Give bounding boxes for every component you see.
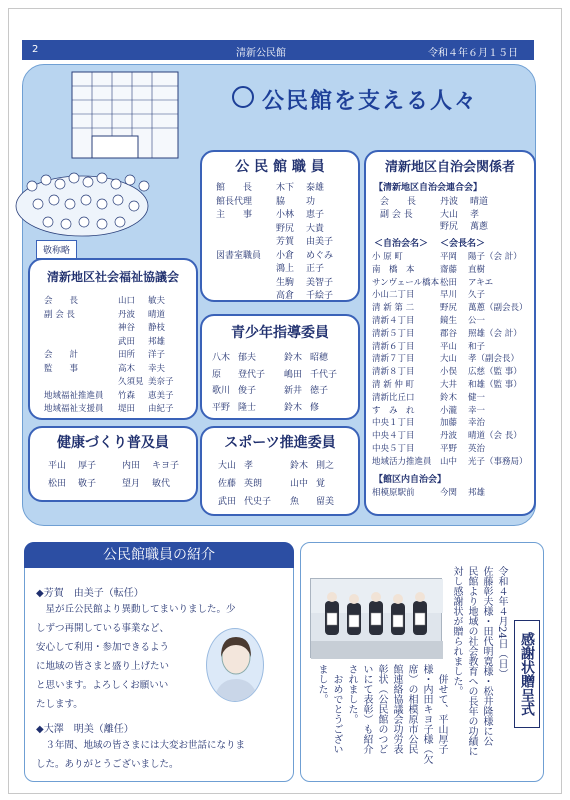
list-cell: 松田 <box>440 277 458 288</box>
list-cell: 千代子 <box>310 369 338 380</box>
list-row <box>372 288 538 300</box>
list-cell: 千絵子 <box>306 291 334 301</box>
list-cell: キヨ子 <box>152 461 180 471</box>
list-row <box>216 180 346 193</box>
list-row <box>212 383 350 396</box>
list-row <box>44 389 188 401</box>
staff-title: 公 民 館 職 員 <box>235 159 325 175</box>
list-row <box>216 194 346 207</box>
list-row <box>372 365 538 377</box>
list-row <box>44 321 188 333</box>
list-row <box>372 314 538 326</box>
list-row <box>372 250 538 262</box>
list-cell: 邦雄 <box>468 487 486 498</box>
list-cell: 清新４丁目 <box>372 316 415 326</box>
list-cell: 地域活力推進員 <box>372 456 432 467</box>
list-cell: 小林 <box>276 210 295 220</box>
jichikai-title: 清新地区自治会関係者 <box>384 160 515 175</box>
list-row <box>380 207 520 220</box>
list-cell: 内田 <box>122 461 141 471</box>
list-cell: 泰雄 <box>306 183 325 193</box>
award-text-column: されました。 <box>346 664 357 724</box>
list-cell: 隆士 <box>238 402 257 413</box>
list-cell: 直樹 <box>468 264 486 275</box>
list-row <box>218 458 356 471</box>
list-row <box>212 350 350 363</box>
award-text-column: おめでとうござい <box>331 664 342 754</box>
list-cell: 生駒 <box>276 277 295 288</box>
award-text-column: 民館より地域の社会教育への長年の功績に <box>466 566 477 756</box>
list-cell: 野尻 <box>440 303 458 314</box>
list-cell: めぐみ <box>306 250 334 261</box>
area-heading: 【館区内自治会】 <box>374 474 447 485</box>
list-cell: 魚 <box>290 497 300 507</box>
list-cell: 平岡 <box>440 252 458 262</box>
list-cell: 清新５丁目 <box>372 328 415 339</box>
list-cell: 鏡生 <box>440 316 458 326</box>
list-row <box>372 301 538 313</box>
list-row <box>48 476 192 489</box>
list-cell: 小山二丁目 <box>372 290 415 301</box>
title-ornament-left <box>232 86 254 108</box>
list-cell: 小俣 <box>440 367 458 378</box>
list-cell: 監 事 <box>44 363 79 374</box>
list-row <box>372 276 538 288</box>
list-cell: 高倉 <box>276 291 295 301</box>
list-cell: 正子 <box>306 264 325 274</box>
list-row <box>44 375 188 387</box>
list-cell: サンヴェール橋本 <box>372 277 440 288</box>
list-cell: 大井 <box>440 380 458 390</box>
list-cell: 幸夫 <box>148 363 166 374</box>
youth-title: 青少年指導委員 <box>231 325 329 341</box>
list-cell: 会 計 <box>44 350 79 360</box>
list-cell: 副 会 長 <box>44 309 75 320</box>
jichikai-box <box>364 150 536 516</box>
list-cell: 覚 <box>316 479 326 489</box>
list-row <box>218 476 356 489</box>
list-cell: 新井 <box>284 386 303 396</box>
list-cell: 陽子（会 計） <box>468 252 522 262</box>
list-cell: 今関 <box>440 487 458 498</box>
list-cell: 嶋田 <box>284 369 303 380</box>
list-cell: 小倉 <box>276 250 295 261</box>
list-row <box>216 207 346 220</box>
list-cell: 修 <box>310 402 320 413</box>
list-cell: 美智子 <box>306 277 334 288</box>
list-cell: 神谷 <box>118 323 136 333</box>
list-cell: 孝 <box>244 461 254 471</box>
list-cell: 由美子 <box>306 237 334 247</box>
award-text-column: 席）の相模原市公民 <box>406 664 417 754</box>
list-cell: 大貴 <box>306 223 325 234</box>
list-cell: 鈴木 <box>440 392 458 403</box>
list-row <box>380 194 520 207</box>
list-cell: 松田 <box>48 479 67 489</box>
list-cell: 平野 <box>440 444 458 454</box>
list-row <box>216 248 346 261</box>
award-text-column: 様・内田キヨ子様（欠 <box>421 664 432 764</box>
list-cell: 晴道 <box>148 309 166 320</box>
list-row <box>372 352 538 364</box>
list-row <box>372 263 538 275</box>
list-row <box>44 348 188 360</box>
list-cell: 俊子 <box>238 386 257 396</box>
health-title: 健康づくり普及員 <box>57 435 169 451</box>
column-heading-association: ＜自治会名＞ <box>374 239 429 249</box>
list-cell: 敬子 <box>78 479 97 489</box>
list-cell: 主 事 <box>216 210 253 220</box>
page-header <box>22 40 534 60</box>
list-row <box>48 458 192 471</box>
list-cell: 地域福祉推進員 <box>44 390 104 401</box>
list-cell: 芳賀 <box>276 237 295 247</box>
list-cell: 小瀧 <box>440 405 458 416</box>
list-cell: 小 原 町 <box>372 252 403 262</box>
intro-name-1: ◆芳賀 由美子（転任） <box>36 588 144 599</box>
health-box <box>28 426 198 502</box>
list-cell: 久子 <box>468 290 486 301</box>
list-cell: 清新７丁目 <box>372 354 415 365</box>
list-cell: 相模原駅前 <box>372 487 415 498</box>
list-row <box>44 362 188 374</box>
list-cell: 敏代 <box>152 479 171 489</box>
list-cell: 孝（副会長） <box>468 354 520 365</box>
list-row <box>372 378 538 390</box>
award-text-column: 館連絡協議会功労表 <box>391 664 402 754</box>
list-row <box>216 261 346 274</box>
list-cell: 歌川 <box>212 386 231 396</box>
award-text-column: 令和４年４月24日（日） <box>496 566 507 679</box>
list-row <box>372 391 538 403</box>
list-cell: 山口 <box>118 296 136 306</box>
list-cell: 平野 <box>212 402 231 413</box>
list-cell: 原 <box>212 369 222 380</box>
list-cell: 加藤 <box>440 418 458 429</box>
award-title: 感謝状贈呈式 <box>514 620 540 728</box>
award-text-column: 佐藤彰夫様・田代明寛様・松井隆様に公 <box>481 566 492 746</box>
list-cell: アキエ <box>468 277 494 288</box>
list-cell: 館長代理 <box>216 196 253 207</box>
list-cell: 地域福祉支援員 <box>44 404 104 414</box>
list-cell: 会 長 <box>380 197 417 207</box>
youth-box <box>200 314 360 420</box>
issue-date: 令和４年６月１５日 <box>428 48 518 59</box>
award-text-column: いにて表彰）も紹介 <box>361 664 372 754</box>
list-cell: 鈴木 <box>284 353 303 363</box>
list-cell: 幸一 <box>468 405 486 416</box>
list-cell: 清新８丁目 <box>372 367 415 378</box>
column-heading-president: ＜会長名＞ <box>440 239 486 249</box>
list-cell: 中央１丁目 <box>372 418 415 429</box>
list-cell: 敏夫 <box>148 296 166 306</box>
list-cell: 則之 <box>316 461 335 471</box>
list-row <box>372 455 538 467</box>
list-cell: 留美 <box>316 497 335 507</box>
list-cell: 邦雄 <box>148 336 166 347</box>
list-cell: 照雄（会 計） <box>468 328 522 339</box>
list-row <box>372 327 538 339</box>
list-cell: 山中 <box>440 456 458 467</box>
list-cell: 清新比丘口 <box>372 392 415 403</box>
list-cell: 会 長 <box>44 296 79 306</box>
intro-body-1: 星が丘公民館より異動してまいりました。少 しずつ再開している事業など、 安心して利用・参加できるよう に地域の皆さまと盛り上げたい と思います。よろしくお願いい たします。 <box>36 604 236 710</box>
list-cell: 郁夫 <box>238 353 257 363</box>
list-cell: 英治 <box>468 444 486 454</box>
list-cell: 和子 <box>468 341 486 352</box>
list-cell: 丹波 <box>440 197 459 207</box>
list-cell: 平山 <box>48 461 67 471</box>
list-cell: 広慈（監 事） <box>468 367 522 378</box>
intro-body-2: ３年間、地域の皆さまには大変お世話になりま した。ありがとうございました。 <box>36 740 246 770</box>
union-heading: 【清新地区自治会連合会】 <box>374 183 483 193</box>
honorific-note: 敬称略 <box>36 240 77 259</box>
list-row <box>372 486 518 498</box>
list-cell: 田所 <box>118 350 136 360</box>
list-row <box>216 288 346 301</box>
list-row <box>372 404 538 416</box>
list-cell: 鈴木 <box>290 461 309 471</box>
list-cell: 久須見 <box>118 377 144 387</box>
list-cell: 清 新 第 二 <box>372 303 415 314</box>
page-number: 2 <box>32 44 39 55</box>
list-row <box>44 308 188 320</box>
list-cell: 望月 <box>122 479 141 489</box>
list-cell: 代史子 <box>244 497 272 507</box>
list-row <box>218 494 356 507</box>
list-cell: 副 会 長 <box>380 209 413 220</box>
list-cell: 野尻 <box>440 222 459 232</box>
list-row <box>216 234 346 247</box>
list-cell: 丹波 <box>118 309 136 320</box>
list-row <box>372 340 538 352</box>
list-cell: 中央４丁目 <box>372 431 415 442</box>
staff-box <box>200 150 360 302</box>
list-cell: 晴道 <box>470 197 489 207</box>
list-cell: 清新６丁目 <box>372 341 415 352</box>
list-cell: 晴道（会 長） <box>468 431 522 442</box>
list-cell: 恵子 <box>306 210 325 220</box>
list-row <box>372 442 538 454</box>
list-cell: 高木 <box>118 363 136 374</box>
list-cell: 鈴木 <box>284 402 303 413</box>
list-cell: 昭穂 <box>310 353 329 363</box>
list-cell: 大山 <box>218 461 237 471</box>
list-cell: 萬蔥 <box>470 222 489 232</box>
list-cell: 武田 <box>218 497 237 507</box>
list-cell: 木下 <box>276 183 295 193</box>
list-row <box>44 294 188 306</box>
list-cell: 恵美子 <box>148 390 174 401</box>
list-cell: 山中 <box>290 479 309 489</box>
list-row <box>380 219 520 232</box>
list-cell: 脇 <box>276 196 286 207</box>
list-row <box>44 402 188 414</box>
staff-intro-title: 公民館職員の紹介 <box>24 542 294 568</box>
intro-name-2: ◆大澤 明美（離任） <box>36 724 134 735</box>
list-cell: 堤田 <box>118 404 136 414</box>
list-cell: 幸治 <box>468 418 486 429</box>
list-cell: 大山 <box>440 209 459 220</box>
community-illustration <box>12 66 192 242</box>
section-title: 公民館を支える人々 <box>262 88 479 114</box>
list-cell: 南 橋 本 <box>372 264 415 275</box>
list-cell: 登代子 <box>238 369 266 380</box>
list-cell: 健一 <box>468 392 486 403</box>
list-cell: 八木 <box>212 353 231 363</box>
list-cell: 英朗 <box>244 479 263 489</box>
list-cell: 武田 <box>118 336 136 347</box>
list-cell: 光子（事務局） <box>468 456 528 467</box>
list-row <box>372 416 538 428</box>
award-photo <box>310 578 442 658</box>
list-cell: 大山 <box>440 354 458 365</box>
award-text-column: ました。 <box>316 664 327 704</box>
list-cell: 平山 <box>440 341 458 352</box>
list-cell: 静枝 <box>148 323 166 333</box>
award-text-column: 対し感謝状が贈られました。 <box>451 566 462 696</box>
welfare-box <box>28 258 198 420</box>
newsletter-title: 清新公民館 <box>236 48 286 59</box>
list-row <box>216 275 346 288</box>
list-row <box>44 335 188 347</box>
list-cell: 館 長 <box>216 183 253 193</box>
list-row <box>212 400 350 413</box>
list-row <box>212 367 350 380</box>
list-cell: 萬蔥（副会長） <box>468 303 528 314</box>
list-cell: 中央５丁目 <box>372 444 415 454</box>
list-cell: 由紀子 <box>148 404 174 414</box>
sports-box <box>200 426 360 516</box>
award-text-column: 彰状（公民館のつど <box>376 664 387 754</box>
list-cell: 図書室職員 <box>216 250 262 261</box>
list-cell: 鴻上 <box>276 264 295 274</box>
welfare-title: 清新地区社会福祉協議会 <box>46 270 179 284</box>
list-cell: 孝 <box>470 209 480 220</box>
list-cell: 竹森 <box>118 390 136 401</box>
list-cell: 和雄（監 事） <box>468 380 522 390</box>
list-cell: 佐藤 <box>218 479 237 489</box>
list-cell: 厚子 <box>78 461 97 471</box>
list-cell: 齋藤 <box>440 264 458 275</box>
list-cell: 野尻 <box>276 223 295 234</box>
list-cell: 丹波 <box>440 431 458 442</box>
sports-title: スポーツ推進委員 <box>224 435 336 451</box>
list-row <box>372 429 538 441</box>
list-cell: 徳子 <box>310 386 329 396</box>
list-cell: す み れ <box>372 405 415 416</box>
award-text-column: 併せて、平山厚子 <box>436 664 447 754</box>
list-cell: 功 <box>306 196 316 207</box>
list-cell: 美奈子 <box>148 377 174 387</box>
list-cell: 早川 <box>440 290 458 301</box>
list-cell: 洋子 <box>148 350 166 360</box>
list-row <box>216 221 346 234</box>
list-cell: 公一 <box>468 316 486 326</box>
portrait-photo <box>206 628 264 702</box>
list-cell: 清 新 仲 町 <box>372 380 415 390</box>
list-cell: 郡谷 <box>440 328 458 339</box>
